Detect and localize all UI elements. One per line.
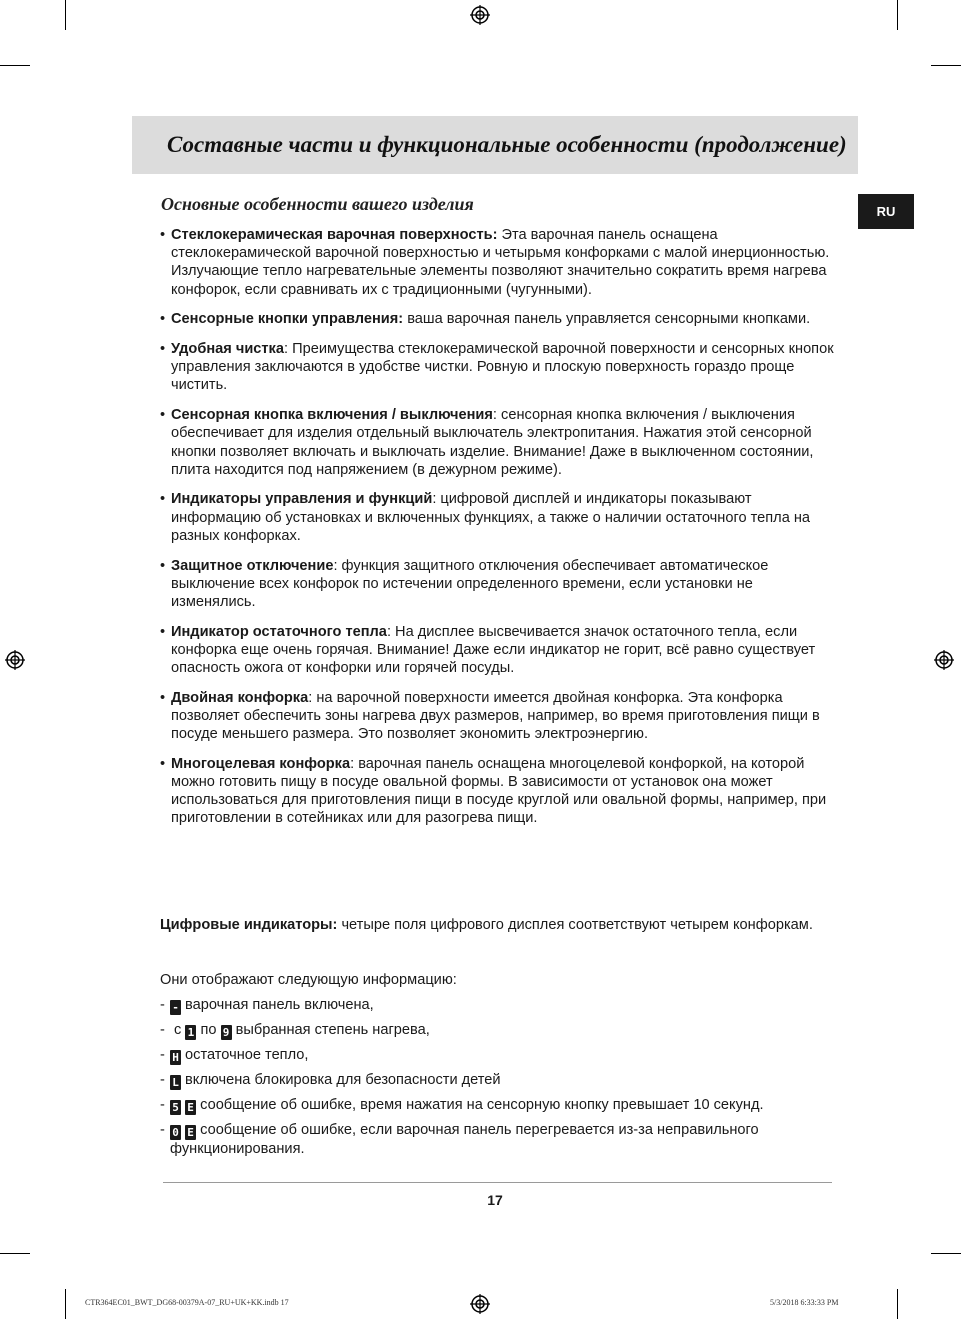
indicator-text: включена блокировка для безопасности детей xyxy=(181,1072,501,1088)
display-symbol-icon: E xyxy=(185,1125,196,1140)
page-number: 17 xyxy=(487,1192,503,1208)
display-symbol-icon: 5 xyxy=(170,1100,181,1115)
feature-text: : варочная панель оснащена многоцелевой конфоркой, на которой можно готовить пищу в посуде овальной формы. В зависимости от установок она может использоваться для приготовления пищи в посуде круглой или овальной формы, например, при приготовлении в сотейниках или для разогрева пищи. xyxy=(171,755,827,827)
feature-text: Эта варочная панель оснащена стеклокерамической варочной поверхностью и четырьмя конфорками с малой инерционностью. Излучающие тепло нагревательные элементы позволяют значительно сократить время нагрева конфорок, если сравнивать их с традиционными (чугунными). xyxy=(171,227,830,298)
feature-term: Удобная чистка xyxy=(171,341,284,358)
crop-mark xyxy=(897,1289,898,1319)
crop-mark xyxy=(931,65,961,66)
display-symbol-icon: 1 xyxy=(185,1025,196,1040)
list-item xyxy=(160,406,835,479)
indicator-line: - 0 E сообщение об ошибке, если варочная панель перегревается из-за неправильного функционирования. xyxy=(160,1122,759,1157)
indicator-text: сообщение об ошибке, время нажатия на сенсорную кнопку превышает 10 секунд. xyxy=(196,1097,764,1113)
display-symbol-icon: H xyxy=(170,1050,181,1065)
digital-indicators-paragraph xyxy=(160,916,820,934)
indicator-line: - - варочная панель включена, xyxy=(160,997,374,1014)
indicator-text: остаточное тепло, xyxy=(181,1047,309,1063)
language-tab: RU xyxy=(858,194,914,229)
page-title: Составные части и функциональные особенности (продолжение) xyxy=(167,132,847,157)
display-symbol-icon: 9 xyxy=(221,1025,232,1040)
feature-term: Защитное отключение xyxy=(171,557,334,574)
feature-term: Сенсорные кнопки управления: xyxy=(171,311,404,328)
registration-mark-icon xyxy=(934,650,954,670)
crop-mark xyxy=(0,65,30,66)
section-title: Основные особенности вашего изделия xyxy=(161,194,474,214)
display-symbol-icon: E xyxy=(185,1100,196,1115)
feature-text: : на варочной поверхности имеется двойная конфорка. Эта конфорка позволяет обеспечить зоны нагрева двух размеров, например, во время приготовления пищи в посуде меньшего размера. Это позволяет экономить электроэнергию. xyxy=(171,689,820,743)
print-slug-left: CTR364EC01_BWT_DG68-00379A-07_RU+UK+KK.indb 17 xyxy=(85,1298,289,1307)
feature-list xyxy=(160,226,835,839)
print-slug-right: 5/3/2018 6:33:33 PM xyxy=(770,1298,839,1307)
list-item xyxy=(160,226,835,299)
indicator-text: сообщение об ошибке, если варочная панель перегревается из-за неправильного xyxy=(196,1122,759,1138)
display-symbol-icon: - xyxy=(170,1000,181,1015)
feature-text: : функция защитного отключения обеспечивает автоматическое выключение всех конфорок по истечении определенного времени, если установки не изменялись. xyxy=(171,557,769,610)
feature-text: : сенсорная кнопка включения / выключения обеспечивает для изделия отдельный выключатель электропитания. Нажатия этой сенсорной кнопки позволяет включать и выключать изделие. Внимание! Даже в выключенном состоянии, плита находится под напряжением (в дежурном режиме). xyxy=(171,407,814,478)
crop-mark xyxy=(0,1253,30,1254)
list-item xyxy=(160,755,835,828)
registration-mark-icon xyxy=(470,5,490,25)
list-item xyxy=(160,689,835,744)
list-item xyxy=(160,557,835,612)
feature-term: Сенсорная кнопка включения / выключения xyxy=(171,407,493,424)
indicator-line: - H остаточное тепло, xyxy=(160,1047,309,1064)
feature-term: Индикаторы управления и функций xyxy=(171,491,433,508)
header-banner xyxy=(132,116,858,174)
indicator-text: выбранная степень нагрева, xyxy=(231,1022,430,1038)
registration-mark-icon xyxy=(5,650,25,670)
list-item xyxy=(160,623,835,678)
crop-mark xyxy=(897,0,898,30)
list-item xyxy=(160,310,835,328)
indicator-text: функционирования. xyxy=(170,1141,305,1157)
digital-text: четыре поля цифрового дисплея соответствуют четырем конфоркам. xyxy=(337,917,813,933)
registration-mark-icon xyxy=(470,1294,490,1314)
feature-text: ваша варочная панель управляется сенсорными кнопками. xyxy=(403,311,811,328)
feature-text: : Преимущества стеклокерамической варочной поверхности и сенсорных кнопок управления заключаются в удобстве чистки. Ровную и плоскую поверхность гораздо проще чистить. xyxy=(171,341,834,394)
indicator-line: - 5 E сообщение об ошибке, время нажатия на сенсорную кнопку превышает 10 секунд. xyxy=(160,1097,764,1114)
footer-divider xyxy=(163,1182,832,1183)
feature-text: : На дисплее высвечивается значок остаточного тепла, если конфорка еще очень горячая. Внимание! Даже если индикатор не горит, всё равно существует опасность ожога от конфорки или горячей посуды. xyxy=(171,623,816,677)
indicator-line: - L включена блокировка для безопасности детей xyxy=(160,1072,501,1089)
feature-term: Индикатор остаточного тепла xyxy=(171,623,387,640)
list-item xyxy=(160,340,835,395)
digital-term: Цифровые индикаторы: xyxy=(160,917,338,933)
indicator-line: - с 1 по 9 выбранная степень нагрева, xyxy=(160,1022,430,1039)
indicator-text: варочная панель включена, xyxy=(181,997,374,1013)
indicator-text: по xyxy=(196,1022,221,1038)
list-item xyxy=(160,490,835,545)
indicators-intro: Они отображают следующую информацию: xyxy=(160,972,457,988)
display-symbol-icon: L xyxy=(170,1075,181,1090)
crop-mark xyxy=(931,1253,961,1254)
feature-term: Двойная конфорка xyxy=(171,689,309,706)
feature-term: Многоцелевая конфорка xyxy=(171,755,351,772)
feature-text: : цифровой дисплей и индикаторы показывают информацию об установках и включенных функциях, а также о наличии остаточного тепла на разных конфорках. xyxy=(171,491,811,544)
indicator-text: с xyxy=(170,1022,186,1038)
display-symbol-icon: 0 xyxy=(170,1125,181,1140)
feature-term: Стеклокерамическая варочная поверхность: xyxy=(171,227,498,243)
crop-mark xyxy=(65,1289,66,1319)
crop-mark xyxy=(65,0,66,30)
